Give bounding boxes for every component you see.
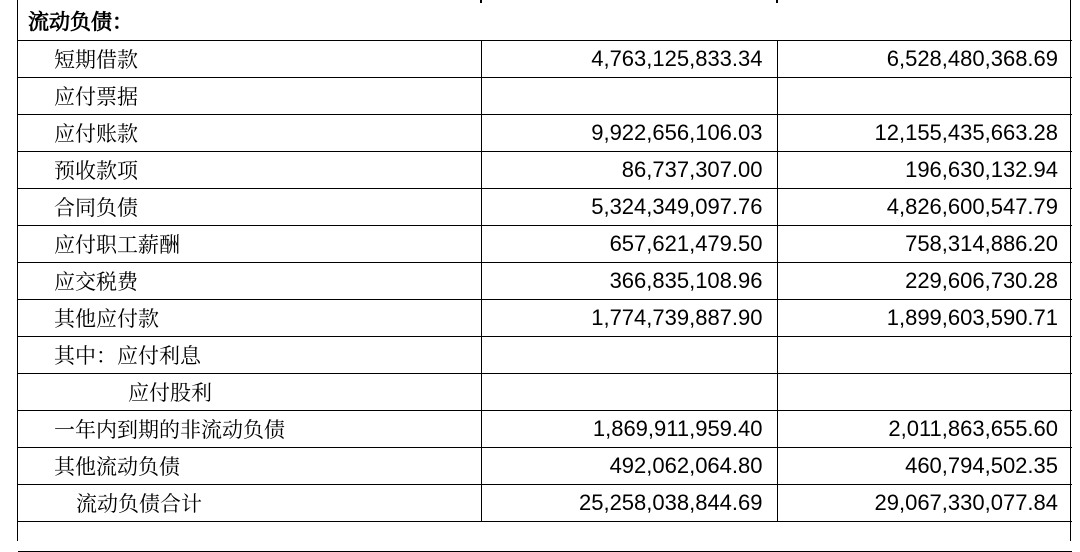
row-label-total: 流动负债合计 <box>18 484 481 521</box>
row-label: 应付票据 <box>18 77 481 114</box>
next-section-cell <box>18 521 1072 551</box>
value-col1 <box>481 77 777 114</box>
total-row <box>18 484 1072 521</box>
value-col1: 4,763,125,833.34 <box>481 40 777 77</box>
value-col1: 1,869,911,959.40 <box>481 410 777 447</box>
value-col1: 86,737,307.00 <box>481 151 777 188</box>
value-col1: 9,922,656,106.03 <box>481 114 777 151</box>
value-col1 <box>481 336 777 373</box>
table-row <box>18 188 1072 225</box>
value-col1: 492,062,064.80 <box>481 447 777 484</box>
value-col2 <box>777 77 1072 114</box>
table-row <box>18 77 1072 114</box>
current-liabilities-table <box>18 3 1072 552</box>
table-row <box>18 40 1072 77</box>
value-col2 <box>777 336 1072 373</box>
value-col2: 229,606,730.28 <box>777 262 1072 299</box>
value-col1: 5,324,349,097.76 <box>481 188 777 225</box>
row-label: 预收款项 <box>18 151 481 188</box>
table-row <box>18 447 1072 484</box>
value-col2 <box>777 373 1072 410</box>
row-label: 应付账款 <box>18 114 481 151</box>
table-row <box>18 373 1072 410</box>
value-col2: 4,826,600,547.79 <box>777 188 1072 225</box>
value-col2: 12,155,435,663.28 <box>777 114 1072 151</box>
value-col1 <box>481 373 777 410</box>
value-col1-total: 25,258,038,844.69 <box>481 484 777 521</box>
value-col1: 366,835,108.96 <box>481 262 777 299</box>
balance-sheet-table-frame <box>17 0 1071 541</box>
value-col2: 460,794,502.35 <box>777 447 1072 484</box>
row-label: 其他流动负债 <box>18 447 481 484</box>
value-col1: 657,621,479.50 <box>481 225 777 262</box>
table-row <box>18 299 1072 336</box>
next-section-row-partial <box>18 521 1072 551</box>
value-col2: 196,630,132.94 <box>777 151 1072 188</box>
row-label: 短期借款 <box>18 40 481 77</box>
table-row <box>18 151 1072 188</box>
row-label: 其他应付款 <box>18 299 481 336</box>
section-header-current-liabilities: 流动负债： <box>18 3 1072 40</box>
row-label: 合同负债 <box>18 188 481 225</box>
table-row <box>18 410 1072 447</box>
table-row <box>18 225 1072 262</box>
table-row <box>18 262 1072 299</box>
table-row <box>18 336 1072 373</box>
row-label: 应交税费 <box>18 262 481 299</box>
table-row <box>18 114 1072 151</box>
value-col2-total: 29,067,330,077.84 <box>777 484 1072 521</box>
value-col2: 6,528,480,368.69 <box>777 40 1072 77</box>
row-label: 应付股利 <box>18 373 481 410</box>
row-label: 应付职工薪酬 <box>18 225 481 262</box>
row-label: 其中：应付利息 <box>18 336 481 373</box>
value-col2: 2,011,863,655.60 <box>777 410 1072 447</box>
value-col1: 1,774,739,887.90 <box>481 299 777 336</box>
row-label: 一年内到期的非流动负债 <box>18 410 481 447</box>
value-col2: 758,314,886.20 <box>777 225 1072 262</box>
value-col2: 1,899,603,590.71 <box>777 299 1072 336</box>
section-header-row <box>18 3 1072 40</box>
